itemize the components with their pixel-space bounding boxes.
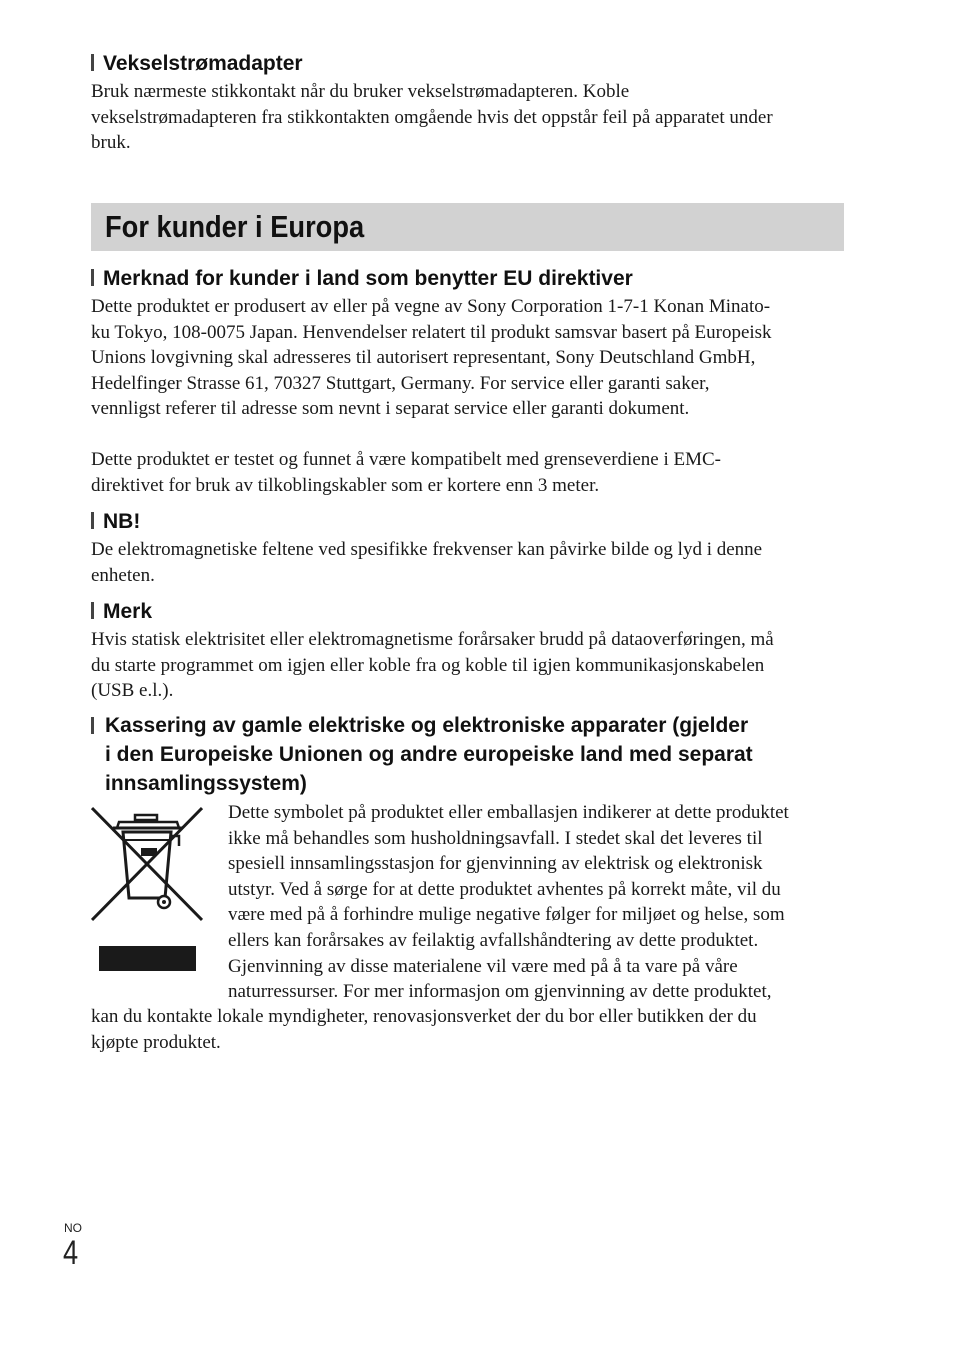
- eu-notice-paragraph-1: [91, 294, 851, 422]
- text-line: Unions lovgivning skal adresseres til autorisert representant, Sony Deutschland GmbH,: [91, 347, 756, 369]
- section-heading-disposal: [91, 711, 753, 798]
- heading-marker: [91, 269, 94, 286]
- page-number: 4: [63, 1234, 79, 1272]
- heading-marker: [91, 54, 94, 71]
- text-line: bruk.: [91, 132, 131, 154]
- text-line: spesiell innsamlingsstasjon for gjenvinning av elektrisk og elektronisk: [228, 853, 763, 875]
- heading-text: Merk: [103, 600, 153, 623]
- text-line: være med på å forhindre mulige negative følger for miljøet og helse, som: [228, 904, 785, 926]
- banner-title: For kunder i Europa: [105, 209, 365, 244]
- text-line: Gjenvinning av disse materialene vil være med på å ta vare på våre: [228, 955, 738, 977]
- heading-text: innsamlingssystem): [105, 772, 307, 795]
- text-line: Dette symbolet på produktet eller emballasjen indikerer at dette produktet: [228, 802, 789, 823]
- section-banner: [91, 203, 844, 251]
- section-heading-merk: [91, 597, 152, 626]
- text-line: enheten.: [91, 564, 155, 586]
- text-line: ku Tokyo, 108-0075 Japan. Henvendelser relatert til produkt samsvar basert på Europeisk: [91, 321, 772, 343]
- disposal-paragraph-full: [91, 1004, 851, 1055]
- language-code: NO: [64, 1221, 82, 1235]
- adapter-paragraph: [91, 79, 851, 156]
- crossed-out-wheelie-bin-icon: [91, 806, 203, 974]
- heading-text: Kassering av gamle elektriske og elektroniske apparater (gjelder: [105, 714, 749, 737]
- heading-text: Vekselstrømadapter: [103, 52, 303, 75]
- text-line: De elektromagnetiske feltene ved spesifikke frekvenser kan påvirke bilde og lyd i denne: [91, 539, 763, 560]
- text-line: kjøpte produktet.: [91, 1031, 221, 1053]
- text-line: ikke må behandles som husholdningsavfall. I stedet skal det leveres til: [228, 827, 763, 849]
- nb-paragraph: [91, 537, 851, 588]
- disposal-paragraph-beside-icon: [228, 800, 848, 1005]
- text-line: vekselstrømadapteren fra stikkontakten omgående hvis det oppstår feil på apparatet under: [91, 106, 773, 128]
- text-line: (USB e.l.).: [91, 680, 174, 702]
- heading-marker: [91, 717, 94, 734]
- text-line: Bruk nærmeste stikkontakt når du bruker vekselstrømadapteren. Koble: [91, 81, 630, 102]
- text-line: vennligst referer til adresse som nevnt i separat service eller garanti dokument.: [91, 398, 690, 420]
- heading-text: i den Europeiske Unionen og andre europeiske land med separat: [105, 743, 753, 766]
- section-heading-adapter: [91, 49, 303, 78]
- heading-text: NB!: [103, 510, 141, 533]
- text-line: kan du kontakte lokale myndigheter, renovasjonsverket der du bor eller butikken der du: [91, 1006, 757, 1027]
- text-line: ellers kan forårsakes av feilaktig avfallshåndtering av dette produktet.: [228, 929, 759, 951]
- text-line: Dette produktet er testet og funnet å være kompatibelt med grenseverdiene i EMC-: [91, 449, 721, 470]
- text-line: Dette produktet er produsert av eller på vegne av Sony Corporation 1-7-1 Konan Minato-: [91, 296, 771, 317]
- heading-text: Merknad for kunder i land som benytter EU direktiver: [103, 267, 633, 290]
- section-heading-eu-notice: [91, 264, 633, 293]
- text-line: utstyr. Ved å sørge for at dette produktet avhentes på korrekt måte, vil du: [228, 878, 781, 900]
- heading-marker: [91, 602, 94, 619]
- merk-paragraph: [91, 627, 851, 704]
- text-line: direktivet for bruk av tilkoblingskabler som er kortere enn 3 meter.: [91, 474, 600, 496]
- section-heading-nb: [91, 507, 140, 536]
- text-line: Hedelfinger Strasse 61, 70327 Stuttgart, Germany. For service eller garanti saker,: [91, 372, 710, 394]
- eu-notice-paragraph-2: [91, 447, 851, 498]
- heading-marker: [91, 512, 94, 529]
- text-line: Hvis statisk elektrisitet eller elektromagnetisme forårsaker brudd på dataoverføringen, må: [91, 629, 774, 650]
- text-line: du starte programmet om igjen eller koble fra og koble til igjen kommunikasjonskabelen: [91, 654, 765, 676]
- text-line: naturressurser. For mer informasjon om gjenvinning av dette produktet,: [228, 981, 772, 1003]
